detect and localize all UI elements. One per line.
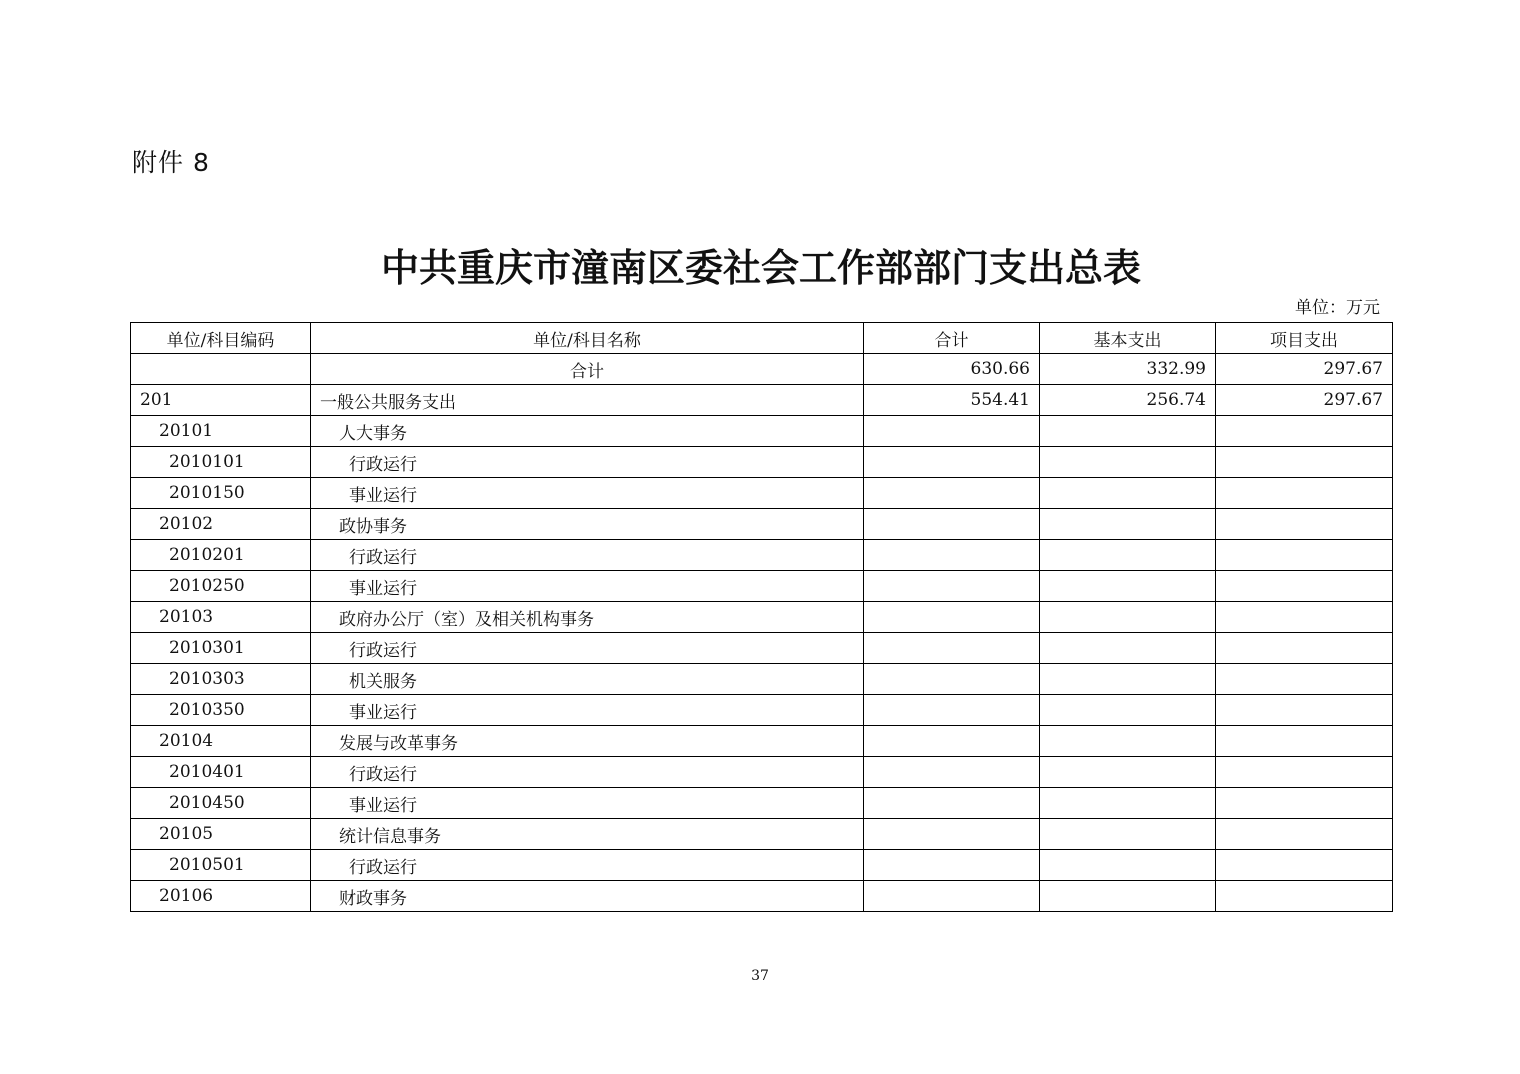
column-header-name: 单位/科目名称	[311, 323, 864, 354]
project-cell	[1216, 695, 1393, 726]
total-cell	[864, 757, 1040, 788]
total-cell	[864, 819, 1040, 850]
name-cell: 行政运行	[311, 540, 864, 571]
basic-cell	[1040, 447, 1216, 478]
project-cell	[1216, 788, 1393, 819]
name-cell: 人大事务	[311, 416, 864, 447]
basic-cell: 256.74	[1040, 385, 1216, 416]
header-row	[131, 323, 1393, 354]
total-code-cell	[131, 354, 311, 385]
project-cell	[1216, 478, 1393, 509]
name-cell: 行政运行	[311, 850, 864, 881]
basic-cell	[1040, 819, 1216, 850]
total-cell	[864, 478, 1040, 509]
total-name-cell: 合计	[311, 354, 864, 385]
project-cell	[1216, 757, 1393, 788]
total-cell	[864, 726, 1040, 757]
total-cell	[864, 447, 1040, 478]
code-cell: 20106	[131, 881, 311, 912]
basic-cell	[1040, 850, 1216, 881]
total-cell	[864, 602, 1040, 633]
name-cell: 事业运行	[311, 478, 864, 509]
project-cell	[1216, 540, 1393, 571]
name-cell: 行政运行	[311, 633, 864, 664]
code-cell: 2010101	[131, 447, 311, 478]
table-row	[131, 757, 1393, 788]
basic-cell	[1040, 633, 1216, 664]
basic-cell	[1040, 509, 1216, 540]
total-row	[131, 354, 1393, 385]
project-cell	[1216, 850, 1393, 881]
name-cell: 财政事务	[311, 881, 864, 912]
total-cell	[864, 850, 1040, 881]
basic-cell	[1040, 540, 1216, 571]
table-row	[131, 633, 1393, 664]
table-row	[131, 509, 1393, 540]
basic-cell	[1040, 788, 1216, 819]
table-row	[131, 695, 1393, 726]
total-cell	[864, 664, 1040, 695]
total-cell	[864, 571, 1040, 602]
column-header-project: 项目支出	[1216, 323, 1393, 354]
name-cell: 事业运行	[311, 571, 864, 602]
name-cell: 机关服务	[311, 664, 864, 695]
name-cell: 行政运行	[311, 447, 864, 478]
name-cell: 发展与改革事务	[311, 726, 864, 757]
basic-cell	[1040, 416, 1216, 447]
code-cell: 2010201	[131, 540, 311, 571]
basic-cell	[1040, 726, 1216, 757]
table-row	[131, 416, 1393, 447]
code-cell: 2010501	[131, 850, 311, 881]
total-cell	[864, 881, 1040, 912]
project-cell	[1216, 819, 1393, 850]
project-cell	[1216, 416, 1393, 447]
table-row	[131, 726, 1393, 757]
code-cell: 2010401	[131, 757, 311, 788]
name-cell: 政协事务	[311, 509, 864, 540]
code-cell: 2010150	[131, 478, 311, 509]
table-row	[131, 788, 1393, 819]
total-cell	[864, 509, 1040, 540]
table-row	[131, 664, 1393, 695]
table-row	[131, 850, 1393, 881]
name-cell: 一般公共服务支出	[311, 385, 864, 416]
project-cell	[1216, 664, 1393, 695]
project-cell	[1216, 509, 1393, 540]
project-cell	[1216, 602, 1393, 633]
code-cell: 20101	[131, 416, 311, 447]
code-cell: 2010350	[131, 695, 311, 726]
basic-cell	[1040, 478, 1216, 509]
table-row	[131, 447, 1393, 478]
basic-cell	[1040, 881, 1216, 912]
table-row	[131, 540, 1393, 571]
basic-cell	[1040, 695, 1216, 726]
table-body	[131, 354, 1393, 912]
table-header	[131, 323, 1393, 354]
code-cell: 2010303	[131, 664, 311, 695]
name-cell: 行政运行	[311, 757, 864, 788]
column-header-basic: 基本支出	[1040, 323, 1216, 354]
code-cell: 2010250	[131, 571, 311, 602]
total-cell	[864, 633, 1040, 664]
total-cell	[864, 540, 1040, 571]
name-cell: 事业运行	[311, 695, 864, 726]
page-title: 中共重庆市潼南区委社会工作部部门支出总表	[380, 246, 1141, 290]
basic-cell	[1040, 602, 1216, 633]
table-row	[131, 385, 1393, 416]
code-cell: 2010301	[131, 633, 311, 664]
name-cell: 统计信息事务	[311, 819, 864, 850]
code-cell: 201	[131, 385, 311, 416]
table-row	[131, 571, 1393, 602]
total-cell: 554.41	[864, 385, 1040, 416]
total-cell	[864, 788, 1040, 819]
project-cell: 297.67	[1216, 385, 1393, 416]
code-cell: 2010450	[131, 788, 311, 819]
expenditure-table	[130, 322, 1393, 912]
name-cell: 事业运行	[311, 788, 864, 819]
project-cell	[1216, 881, 1393, 912]
code-cell: 20105	[131, 819, 311, 850]
project-cell	[1216, 633, 1393, 664]
code-cell: 20103	[131, 602, 311, 633]
column-header-code: 单位/科目编码	[131, 323, 311, 354]
table-row	[131, 478, 1393, 509]
project-cell	[1216, 571, 1393, 602]
total-cell	[864, 416, 1040, 447]
name-cell: 政府办公厅（室）及相关机构事务	[311, 602, 864, 633]
basic-cell	[1040, 664, 1216, 695]
code-cell: 20104	[131, 726, 311, 757]
attachment-label: 附件 8	[132, 148, 210, 177]
table-row	[131, 602, 1393, 633]
total-sum-cell: 630.66	[864, 354, 1040, 385]
page-number: 37	[751, 968, 769, 984]
total-basic-cell: 332.99	[1040, 354, 1216, 385]
unit-label: 单位：万元	[1295, 298, 1380, 318]
total-project-cell: 297.67	[1216, 354, 1393, 385]
table-row	[131, 881, 1393, 912]
project-cell	[1216, 447, 1393, 478]
basic-cell	[1040, 571, 1216, 602]
table-row	[131, 819, 1393, 850]
code-cell: 20102	[131, 509, 311, 540]
total-cell	[864, 695, 1040, 726]
basic-cell	[1040, 757, 1216, 788]
project-cell	[1216, 726, 1393, 757]
column-header-total: 合计	[864, 323, 1040, 354]
